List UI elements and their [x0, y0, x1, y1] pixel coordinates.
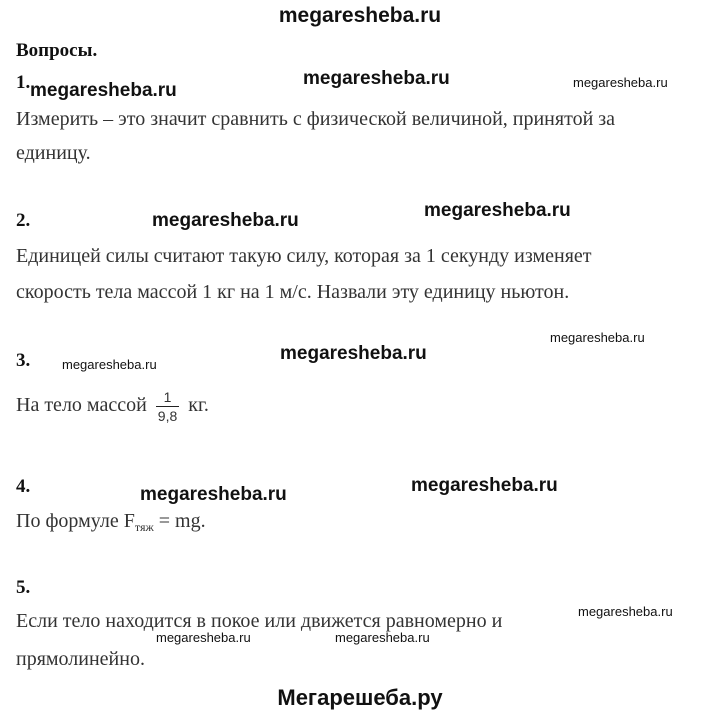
- answer-2-line-2: скорость тела массой 1 кг на 1 м/с. Назвали эту единицу ньютон.: [16, 281, 570, 303]
- fraction-bar: [156, 406, 179, 407]
- watermark: megaresheba.ru: [30, 80, 177, 101]
- watermark: megaresheba.ru: [152, 210, 299, 231]
- answer-4: [16, 510, 206, 535]
- answer-4-subscript: тяж: [134, 520, 154, 534]
- watermark: megaresheba.ru: [573, 75, 668, 90]
- watermark: megaresheba.ru: [156, 630, 251, 645]
- answer-4-suffix: = mg.: [153, 510, 206, 532]
- watermark: megaresheba.ru: [280, 343, 427, 364]
- fraction-denominator: 9,8: [157, 407, 178, 424]
- answer-3: [16, 380, 209, 430]
- answer-3-suffix: кг.: [188, 394, 209, 416]
- watermark: megaresheba.ru: [411, 475, 558, 496]
- answer-5-line-1: Если тело находится в покое или движется равномерно и: [16, 610, 503, 632]
- question-number-1: 1.: [16, 72, 31, 93]
- answer-3-prefix: На тело массой: [16, 394, 147, 416]
- watermark: megaresheba.ru: [303, 68, 450, 89]
- watermark: megaresheba.ru: [578, 604, 673, 619]
- fraction: [156, 389, 179, 424]
- watermark: megaresheba.ru: [550, 330, 645, 345]
- answer-4-prefix: По формуле F: [16, 510, 135, 532]
- site-title: megaresheba.ru: [278, 4, 442, 27]
- watermark: megaresheba.ru: [335, 630, 430, 645]
- answer-1-line-1: Измерить – это значит сравнить с физической величиной, принятой за: [16, 108, 616, 130]
- watermark: megaresheba.ru: [424, 200, 571, 221]
- answer-2-line-1: Единицей силы считают такую силу, которая за 1 секунду изменяет: [16, 245, 592, 267]
- question-number-2: 2.: [16, 210, 31, 231]
- watermark: megaresheba.ru: [140, 484, 287, 505]
- section-title: Вопросы.: [16, 40, 98, 61]
- question-number-3: 3.: [16, 350, 31, 371]
- footer-site-title: Мегарешеба.ру: [277, 685, 443, 710]
- question-number-5: 5.: [16, 577, 31, 598]
- fraction-numerator: 1: [163, 388, 172, 405]
- answer-1-line-2: единицу.: [16, 142, 91, 164]
- watermark: megaresheba.ru: [62, 357, 157, 372]
- question-number-4: 4.: [16, 476, 31, 497]
- answer-5-line-2: прямолинейно.: [16, 648, 145, 670]
